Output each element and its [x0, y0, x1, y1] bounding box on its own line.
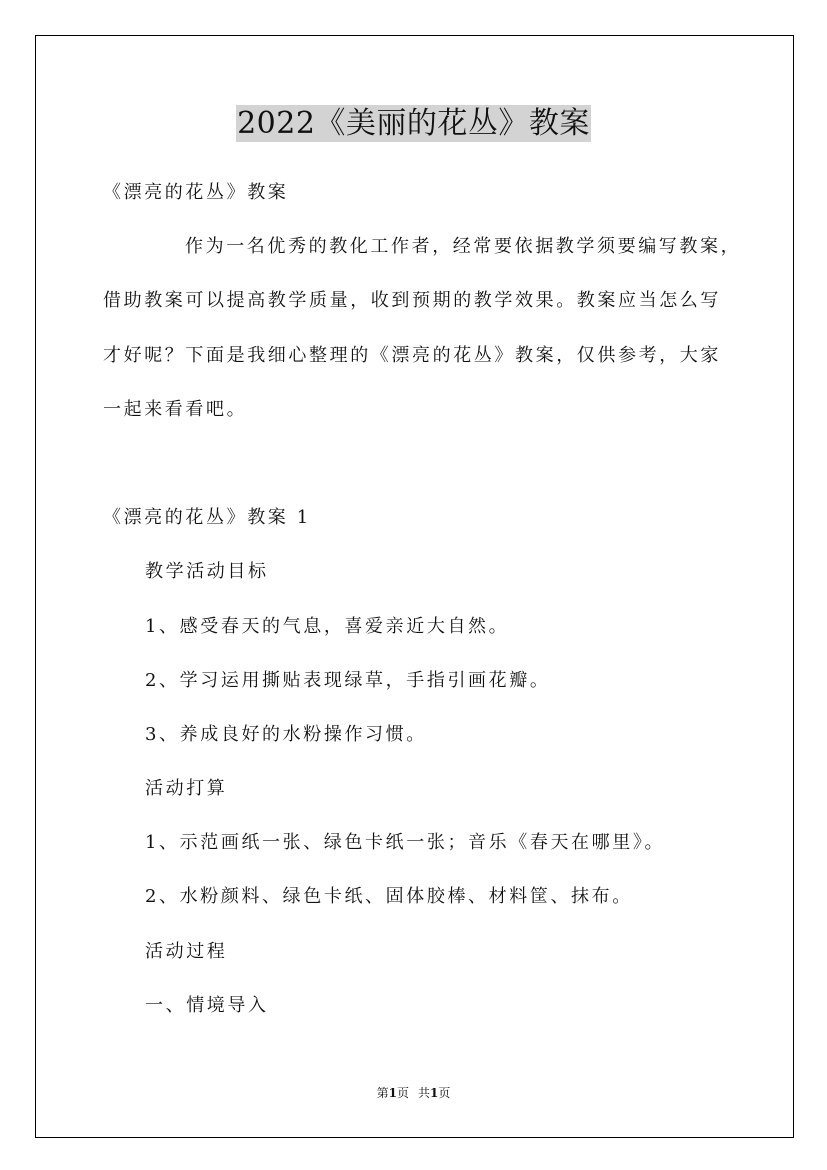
content-line: 1、示范画纸一张、绿色卡纸一张；音乐《春天在哪里》。 — [145, 832, 666, 854]
content-line-preparation-heading: 活动打算 — [145, 778, 228, 800]
total-suffix: 页 — [438, 1086, 451, 1100]
content-line-objectives-heading: 教学活动目标 — [145, 561, 269, 583]
content-line: 1、感受春天的气息，喜爱亲近大自然。 — [145, 615, 510, 637]
page-number: 1 — [388, 1086, 397, 1100]
title-container — [0, 105, 827, 142]
page-footer — [0, 1084, 827, 1102]
content-line: 2、水粉颜料、绿色卡纸、固体胶棒、材料筐、抹布。 — [145, 886, 633, 908]
content-line: 一、情境导入 — [145, 994, 269, 1016]
section-heading: 《漂亮的花丛》教案 1 — [103, 507, 311, 529]
total-pages: 1 — [430, 1086, 439, 1100]
document-body — [103, 166, 783, 1033]
document-title: 2022《美丽的花丛》教案 — [237, 106, 590, 141]
page-prefix: 第 — [376, 1086, 389, 1100]
intro-line: 一起来看看吧。 — [103, 398, 248, 420]
content-line-process-heading: 活动过程 — [145, 940, 228, 962]
intro-line: 借助教案可以提高教学质量，收到预期的教学效果。教案应当怎么写 — [103, 290, 721, 312]
lesson-plan-heading: 《漂亮的花丛》教案 — [103, 182, 289, 203]
content-line: 3、养成良好的水粉操作习惯。 — [145, 723, 427, 745]
content-line: 2、学习运用撕贴表现绿草，手指引画花瓣。 — [145, 669, 551, 691]
intro-line: 才好呢？下面是我细心整理的《漂亮的花丛》教案，仅供参考，大家 — [103, 344, 721, 366]
page-suffix: 页 — [396, 1086, 409, 1100]
intro-line: 作为一名优秀的教化工作者，经常要依据教学须要编写教案， — [185, 236, 742, 258]
blank-line — [103, 437, 783, 491]
total-prefix: 共 — [418, 1086, 431, 1100]
